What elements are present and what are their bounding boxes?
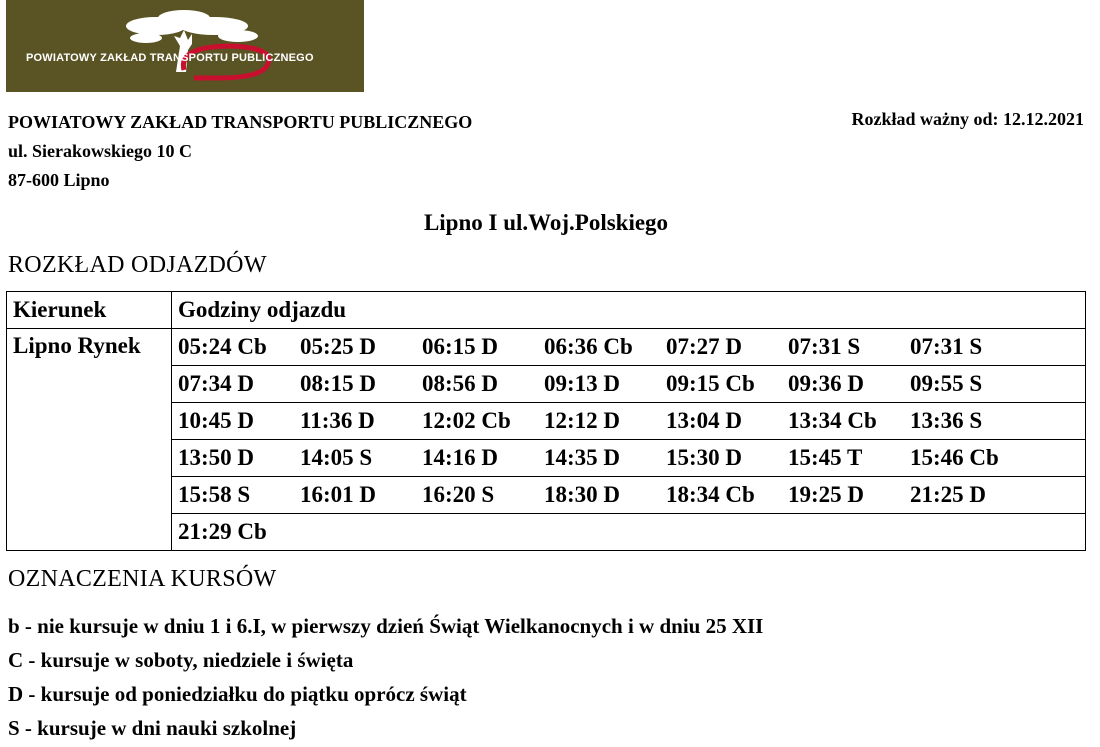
departure-time: 06:36 Cb [544, 334, 633, 359]
departure-time: 15:45 T [788, 445, 863, 470]
departure-time: 15:58 S [178, 482, 251, 507]
departure-time: 07:31 S [788, 334, 861, 359]
legend-title: OZNACZENIA KURSÓW [8, 566, 277, 592]
departure-time: 13:36 S [910, 408, 983, 433]
direction-header: Kierunek [7, 292, 172, 329]
departure-time: 12:02 Cb [422, 408, 511, 433]
departure-time: 15:30 D [666, 445, 743, 470]
departure-time: 07:27 D [666, 334, 743, 359]
departure-time: 09:13 D [544, 371, 621, 396]
legend-list [8, 609, 763, 745]
departure-time: 09:55 S [910, 371, 983, 396]
departure-time: 19:25 D [788, 482, 865, 507]
company-name: POWIATOWY ZAKŁAD TRANSPORTU PUBLICZNEGO [8, 112, 473, 132]
departure-time: 07:31 S [910, 334, 983, 359]
logo-text: POWIATOWY ZAKŁAD TRANSPORTU PUBLICZNEGO [26, 52, 314, 64]
departure-time: 09:15 Cb [666, 371, 755, 396]
timetable-header-row [7, 292, 1086, 329]
departure-time: 21:25 D [910, 482, 987, 507]
departure-time: 05:25 D [300, 334, 377, 359]
departure-time: 15:46 Cb [910, 445, 999, 470]
departure-time: 21:29 Cb [178, 519, 267, 544]
stop-name: Lipno I ul.Woj.Polskiego [423, 210, 669, 235]
departure-time: 07:34 D [178, 371, 255, 396]
departure-time: 08:15 D [300, 371, 377, 396]
departure-time: 12:12 D [544, 408, 621, 433]
times-row [172, 366, 1086, 403]
departure-time: 16:20 S [422, 482, 495, 507]
times-row [172, 403, 1086, 440]
direction-cell: Lipno Rynek [7, 329, 172, 551]
address-street: ul. Sierakowskiego 10 C [8, 141, 193, 161]
tree-icon [6, 0, 364, 92]
legend-item: S - kursuje w dni nauki szkolnej [8, 716, 297, 740]
departure-time: 13:50 D [178, 445, 255, 470]
departure-time: 11:36 D [300, 408, 375, 433]
departure-time: 14:16 D [422, 445, 499, 470]
timetable-title: ROZKŁAD ODJAZDÓW [8, 252, 267, 278]
departure-time: 13:04 D [666, 408, 743, 433]
address-city: 87-600 Lipno [8, 170, 110, 190]
legend-item: C - kursuje w soboty, niedziele i święta [8, 648, 354, 672]
times-row [172, 514, 1086, 551]
departure-time: 14:05 S [300, 445, 373, 470]
departure-time: 08:56 D [422, 371, 499, 396]
departure-time: 14:35 D [544, 445, 621, 470]
departure-time: 10:45 D [178, 408, 255, 433]
times-header: Godziny odjazdu [172, 292, 1086, 329]
table-row [7, 329, 1086, 366]
departure-time: 09:36 D [788, 371, 865, 396]
departure-time: 13:34 Cb [788, 408, 877, 433]
times-row [172, 329, 1086, 366]
legend-item: b - nie kursuje w dniu 1 i 6.I, w pierwszy dzień Świąt Wielkanocnych i w dniu 25 XII [8, 614, 764, 638]
times-row [172, 477, 1086, 514]
departure-time: 06:15 D [422, 334, 499, 359]
company-logo [6, 0, 364, 92]
times-row [172, 440, 1086, 477]
departure-time: 05:24 Cb [178, 334, 267, 359]
timetable [6, 291, 1086, 551]
legend-item: D - kursuje od poniedziałku do piątku oprócz świąt [8, 682, 467, 706]
company-address [8, 108, 472, 195]
valid-from: Rozkład ważny od: 12.12.2021 [851, 109, 1084, 129]
departure-time: 18:34 Cb [666, 482, 755, 507]
departure-time: 16:01 D [300, 482, 377, 507]
departure-time: 18:30 D [544, 482, 621, 507]
